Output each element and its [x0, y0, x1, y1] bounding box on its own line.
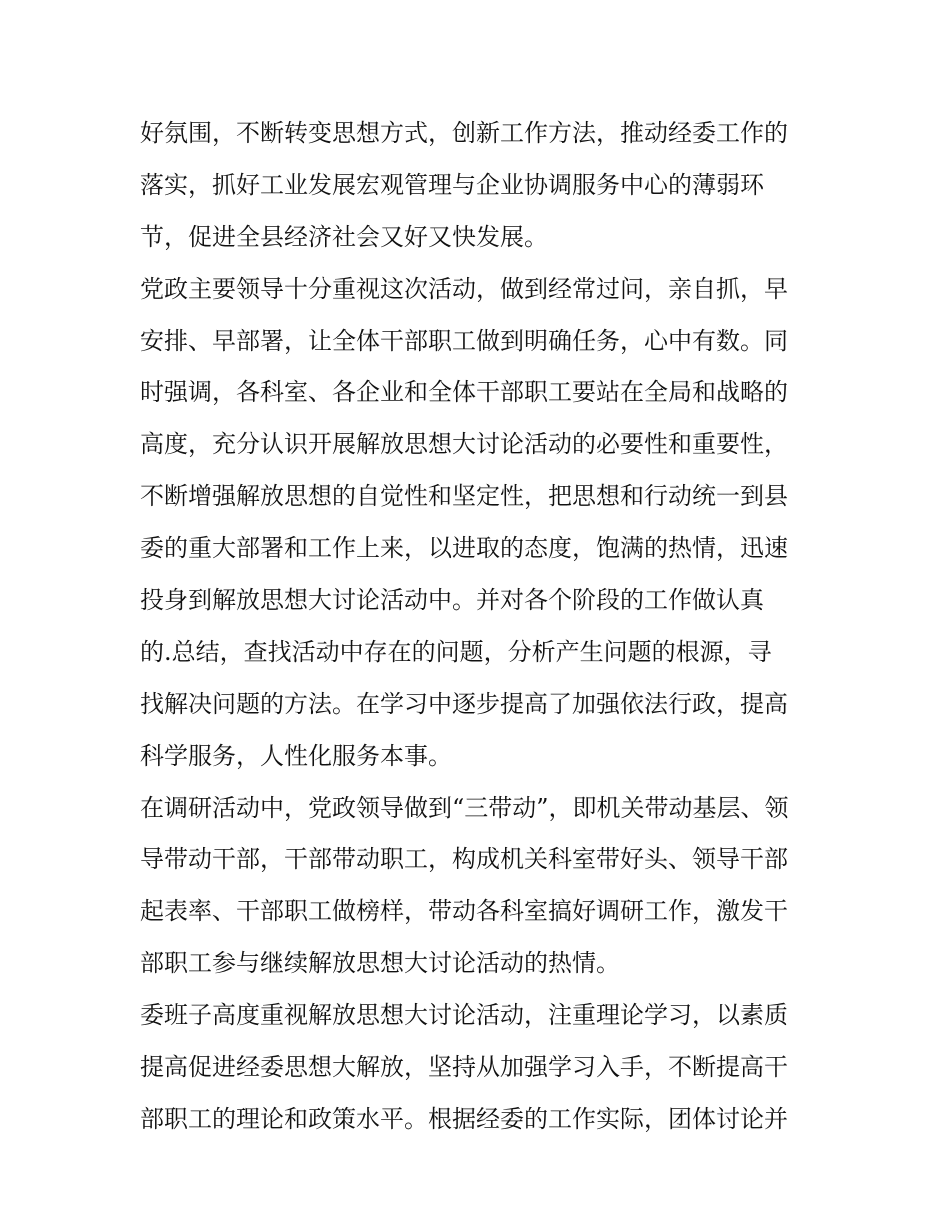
- text-line: 好氛围，不断转变思想方式，创新工作方法，推动经委工作的: [140, 119, 788, 147]
- text-line: 高度，充分认识开展解放思想大讨论活动的必要性和重要性，: [140, 430, 788, 459]
- text-line: 的.总结，查找活动中存在的问题，分析产生问题的根源，寻: [140, 637, 772, 666]
- text-line: 时强调，各科室、各企业和全体干部职工要站在全局和战略的: [140, 378, 788, 407]
- text-line: 找解决问题的方法。在学习中逐步提高了加强依法行政，提高: [140, 689, 788, 718]
- text-line: 落实，抓好工业发展宏观管理与企业协调服务中心的薄弱环: [140, 170, 764, 199]
- text-line: 投身到解放思想大讨论活动中。并对各个阶段的工作做认真: [140, 586, 764, 615]
- text-line: 委班子高度重视解放思想大讨论活动，注重理论学习，以素质: [140, 1001, 788, 1030]
- text-line: 部职工参与继续解放思想大讨论活动的热情。: [140, 949, 620, 978]
- text-line: 提高促进经委思想大解放，坚持从加强学习入手，不断提高干: [140, 1053, 788, 1082]
- text-line: 不断增强解放思想的自觉性和坚定性，把思想和行动统一到县: [140, 482, 788, 511]
- text-line: 导带动干部，干部带动职工，构成机关科室带好头、领导干部: [140, 845, 788, 874]
- text-line: 安排、早部署，让全体干部职工做到明确任务，心中有数。同: [140, 326, 788, 355]
- text-line: 节，促进全县经济社会又好又快发展。: [140, 222, 548, 251]
- text-line: 起表率、干部职工做榜样，带动各科室搞好调研工作，激发干: [140, 897, 788, 926]
- text-line: 科学服务，人性化服务本事。: [140, 741, 452, 770]
- text-line: 党政主要领导十分重视这次活动，做到经常过问，亲自抓，早: [140, 274, 788, 303]
- text-line: 委的重大部署和工作上来，以进取的态度，饱满的热情，迅速: [140, 534, 788, 563]
- text-line: 部职工的理论和政策水平。根据经委的工作实际，团体讨论并: [140, 1104, 788, 1133]
- body-text: [140, 108, 820, 1146]
- text-line: 在调研活动中，党政领导做到“三带动”，即机关带动基层、领: [140, 793, 789, 822]
